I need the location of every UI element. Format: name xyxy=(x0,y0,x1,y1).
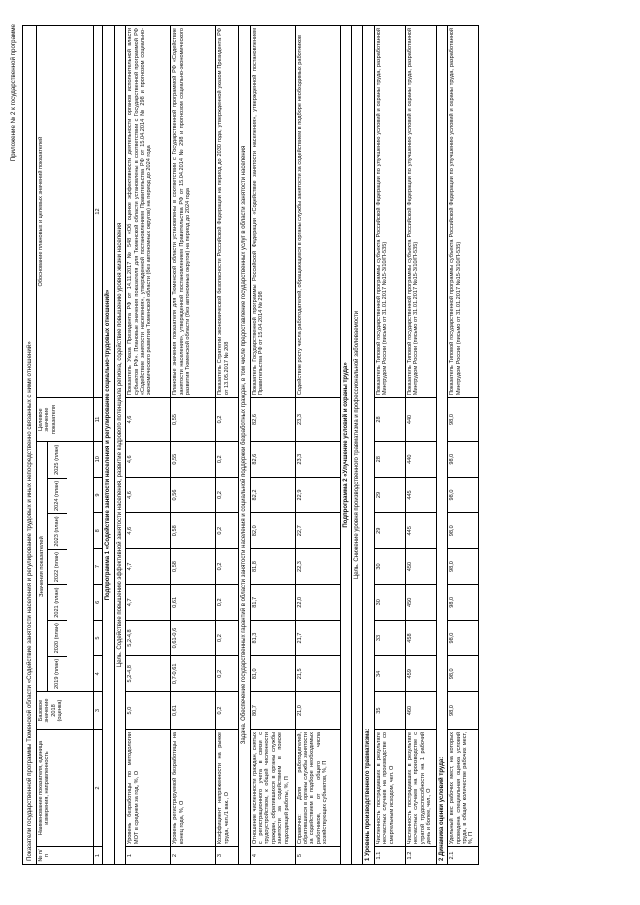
task-1 xyxy=(239,25,250,865)
row-num: 3 xyxy=(216,846,238,864)
indicators-table xyxy=(22,25,479,865)
row-value: 98,0 xyxy=(448,548,478,584)
header-target: Целевое значение показателя xyxy=(37,397,93,441)
row-rationale: Показатель Типовой государственной программы субъекта Российской Федерации по улучшению условий и охраны труда, разработанной Минтрудом России (письмо от 31.01.2017 №15-3/10/П-535) xyxy=(406,27,420,396)
row-value: 0,2 xyxy=(216,584,238,620)
row-value: 98,0 xyxy=(448,620,478,656)
row-value: 0,2 xyxy=(216,620,238,656)
goal-2-text: Цель. Снижение уровня производственного травматизма и профессиональной заболеваемости xyxy=(354,310,361,580)
column-number: 1 xyxy=(94,846,102,864)
row-rationale: Плановые значения показателя для Тюменской области установлены в соответствии с Государственной программой РФ «Содействие занятости населения», утвержденной постановлением Правительства РФ от 15.04.2014 № 298 и прогнозом социально-экономического развития Тюменской области (без автономных округов) на период до 2024 года xyxy=(172,27,192,396)
row-value: 0,7-0,61 xyxy=(171,655,215,691)
row-value: 98,0 xyxy=(448,512,478,548)
row-value: 29 xyxy=(375,512,405,548)
row-value: 21,5 xyxy=(296,655,340,691)
header-rationale: Обоснование плановых и целевых значений показателей xyxy=(38,136,44,287)
row-value: 5,2-4,8 xyxy=(126,620,170,656)
row-value: 4,7 xyxy=(126,548,170,584)
header-year: 2025 (план) xyxy=(54,444,61,475)
row-value: 458 xyxy=(406,620,436,656)
row-name: Справочно: Доля работодателей, обратившихся в органы службы занятости за содействием в подборе необходимых работников, от общего числа хозяйствующих субъектов, %, П xyxy=(296,729,340,846)
row-value: 0,61 xyxy=(171,584,215,620)
row-value: 22,0 xyxy=(296,584,340,620)
header-year: 2019 (план) xyxy=(48,656,66,692)
table-row xyxy=(251,25,296,865)
row-rationale: Содействие росту числа работодателей, обращающихся в органы службы занятости за содействием в подборе необходимых работников xyxy=(296,34,303,396)
row-value: 4,6 xyxy=(126,441,170,477)
header-year: 2021 (план) xyxy=(48,584,66,620)
row-value: 82,6 xyxy=(251,441,295,477)
row-value: 4,7 xyxy=(126,584,170,620)
row-name: Удельный вес рабочих мест, на которых проведена специальная оценка условий труда, в общем количестве рабочих мест, %, П xyxy=(448,729,478,846)
row-name: Уровень регистрируемой безработицы на конец года, %, О xyxy=(171,729,215,846)
row-value: 450 xyxy=(406,584,436,620)
row-rationale: Показатель Типовой государственной программы субъекта Российской Федерации по улучшению условий и охраны труда, разработанной Минтрудом России (письмо от 31.01.2017 №15-3/10/П-535) xyxy=(375,27,389,396)
table-row xyxy=(375,25,406,865)
row-base: 0,2 xyxy=(216,691,238,729)
row-target: 4,6 xyxy=(126,397,170,441)
subprogram-1-text: Подпрограмма 1 «Содействие занятости населения и регулирование социально-трудовых отношений» xyxy=(105,289,112,601)
goal-2 xyxy=(352,25,363,865)
column-number: 5 xyxy=(94,620,102,656)
header-year: 2022 (план) xyxy=(48,549,66,585)
table-row xyxy=(126,25,171,865)
row-value: 445 xyxy=(406,512,436,548)
row-value: 98,0 xyxy=(448,441,478,477)
row-base: 21,0 xyxy=(296,691,340,729)
subprogram-1 xyxy=(103,25,114,865)
row-num: 4 xyxy=(251,846,295,864)
row-value: 30 xyxy=(375,548,405,584)
row-value: 0,61-0,6 xyxy=(171,620,215,656)
table-title-text: Показатели государственной программы Тюменской области «Содействие занятости населения и регулирование трудовых и иных непосредственно связанных с ними отношений» xyxy=(26,341,33,861)
table-row xyxy=(448,25,479,865)
row-target: 0,55 xyxy=(171,397,215,441)
column-number: 10 xyxy=(94,441,102,477)
table-row xyxy=(216,25,239,865)
row-value: 22,7 xyxy=(296,512,340,548)
row-value: 0,58 xyxy=(171,512,215,548)
row-value: 450 xyxy=(406,548,436,584)
row-value: 0,2 xyxy=(216,548,238,584)
row-value: 459 xyxy=(406,655,436,691)
column-number: 4 xyxy=(94,655,102,691)
table-row xyxy=(171,25,216,865)
row-value: 21,7 xyxy=(296,620,340,656)
row-value: 445 xyxy=(406,477,436,513)
row-value: 23,3 xyxy=(296,441,340,477)
appendix-label: Приложение № 2 к государственной программе xyxy=(10,24,17,162)
section-2 xyxy=(437,25,448,865)
row-value: 0,58 xyxy=(171,548,215,584)
task-1-text: Задача. Обеспечение государственных гарантий в области занятости населения и социальной поддержки безработных граждан, в том числе предоставление государственных услуг в области занятости населения xyxy=(241,145,248,745)
table-row xyxy=(296,25,341,865)
section-1 xyxy=(363,25,374,865)
row-rationale: Показатель Стратегии экономической безопасности Российской Федерации на период до 2030 года, утвержденной указом Президента РФ от 13.05.2017 № 208 xyxy=(217,27,230,396)
row-value: 81,7 xyxy=(251,584,295,620)
row-value: 98,0 xyxy=(448,584,478,620)
row-value: 440 xyxy=(406,441,436,477)
row-value: 0,56 xyxy=(171,477,215,513)
header-year: 2020 (план) xyxy=(48,620,66,656)
header-values-title: Значения показателей xyxy=(37,442,48,691)
row-base: 80,7 xyxy=(251,691,295,729)
row-base: 0,61 xyxy=(171,691,215,729)
header-year: 2024 (план) xyxy=(48,478,66,514)
section-1-text: 1 Уровень производственного травматизма: xyxy=(365,728,372,861)
row-rationale: Показатель Указа Президента РФ от 14.11.2017 № 548 «Об оценке эффективности деятельности органов исполнительной власти субъектов РФ». Плановые значения показателя для Тюменской области установлены в соответствии с Государственной программой РФ «Содействие занятости населения», утвержденной постановлением Правительства РФ от 15.04.2014 № 298 и прогнозом социально-экономического развития Тюменской области (без автономных округов) на период до 2024 года xyxy=(127,27,153,396)
column-number: 9 xyxy=(94,477,102,513)
row-target: 82,6 xyxy=(251,397,295,441)
row-value: 81,0 xyxy=(251,655,295,691)
row-base: 35 xyxy=(375,691,405,729)
row-value: 81,3 xyxy=(251,620,295,656)
row-num: 2 xyxy=(171,846,215,864)
header-name: Наименование показателя, единица измерения, направленность xyxy=(37,729,93,846)
table-row xyxy=(406,25,437,865)
row-target: 98,0 xyxy=(448,397,478,441)
row-num: 1.1 xyxy=(375,846,405,864)
row-target: 23,3 xyxy=(296,397,340,441)
row-base: 98,0 xyxy=(448,691,478,729)
row-value: 0,2 xyxy=(216,512,238,548)
column-number: 8 xyxy=(94,512,102,548)
row-name: Уровень безработицы по методологии МОТ в среднем за год, %, О xyxy=(126,729,170,846)
row-value: 98,0 xyxy=(448,477,478,513)
goal-1-text: Цель. Содействие повышению эффективной занятости населения, развитие кадрового потенциала региона, содействие повышению уровня жизни населения xyxy=(116,222,123,668)
row-value: 29 xyxy=(375,477,405,513)
row-rationale: Показатель Типовой государственной программы субъекта Российской Федерации по улучшению условий и охраны труда, разработанной Минтрудом России (письмо от 31.01.2017 №15-3/10/П-535) xyxy=(449,27,462,396)
goal-1 xyxy=(115,25,126,865)
header-values-group xyxy=(37,441,93,691)
row-target: 440 xyxy=(406,397,436,441)
row-value: 4,6 xyxy=(126,477,170,513)
row-num: 1.2 xyxy=(406,846,436,864)
column-number: 12 xyxy=(95,208,101,215)
row-value: 0,2 xyxy=(216,441,238,477)
row-num: 1 xyxy=(126,846,170,864)
column-number: 2 xyxy=(94,729,102,846)
row-base: 5,0 xyxy=(126,691,170,729)
row-num: 5 xyxy=(296,846,340,864)
header-num: № п/п xyxy=(37,846,93,864)
row-value: 34 xyxy=(375,655,405,691)
row-value: 0,2 xyxy=(216,477,238,513)
row-value: 82,0 xyxy=(251,512,295,548)
row-name: Коэффициент напряженности на рынке труда, чел./1 вак., О xyxy=(216,729,238,846)
row-base: 460 xyxy=(406,691,436,729)
row-target: 28 xyxy=(375,397,405,441)
row-name: Отношение численности граждан, снятых с регистрационного учета в связи с трудоустройством, к общей численности граждан, обратившихся в органы службы занятости за содействием в поиске подходящей работы, %, П xyxy=(251,729,295,846)
column-numbers-row xyxy=(94,25,103,865)
row-value: 4,6 xyxy=(126,512,170,548)
row-rationale: Показатель Государственной программы Российской Федерации «Содействие занятости населения», утвержденной постановлением Правительства РФ от 15.04.2014 № 298 xyxy=(251,27,265,396)
row-value: 30 xyxy=(375,584,405,620)
table-body xyxy=(103,25,479,865)
row-name: Численность пострадавших в результате несчастных случаев на производстве со смертельным исходом, чел. О xyxy=(375,729,405,846)
column-number: 11 xyxy=(94,397,102,441)
subprogram-2 xyxy=(341,25,352,865)
row-value: 98,0 xyxy=(448,655,478,691)
row-value: 5,2-4,8 xyxy=(126,655,170,691)
row-target: 0,2 xyxy=(216,397,238,441)
row-value: 22,9 xyxy=(296,477,340,513)
table-title xyxy=(22,25,37,865)
row-value: 28 xyxy=(375,441,405,477)
column-number: 3 xyxy=(94,691,102,729)
section-2-text: 2 Динамика оценки условий труда: xyxy=(438,756,445,861)
row-num: 2.1 xyxy=(448,846,478,864)
table-header xyxy=(37,25,103,865)
column-number: 6 xyxy=(94,584,102,620)
row-value: 0,55 xyxy=(171,441,215,477)
row-value: 0,2 xyxy=(216,655,238,691)
header-base: Базовое значение 2018 (оценка) xyxy=(37,691,93,729)
subprogram-2-text: Подпрограмма 2 «Улучшение условий и охраны труда» xyxy=(342,362,349,528)
header-row xyxy=(37,25,94,865)
column-number: 7 xyxy=(94,548,102,584)
header-year: 2023 (план) xyxy=(48,513,66,549)
row-value: 22,3 xyxy=(296,548,340,584)
row-value: 82,2 xyxy=(251,477,295,513)
row-value: 33 xyxy=(375,620,405,656)
row-name: Численность пострадавших в результате несчастных случаев на производстве с утратой трудоспособности на 1 рабочий день и более, чел., О xyxy=(406,729,436,846)
row-value: 81,8 xyxy=(251,548,295,584)
